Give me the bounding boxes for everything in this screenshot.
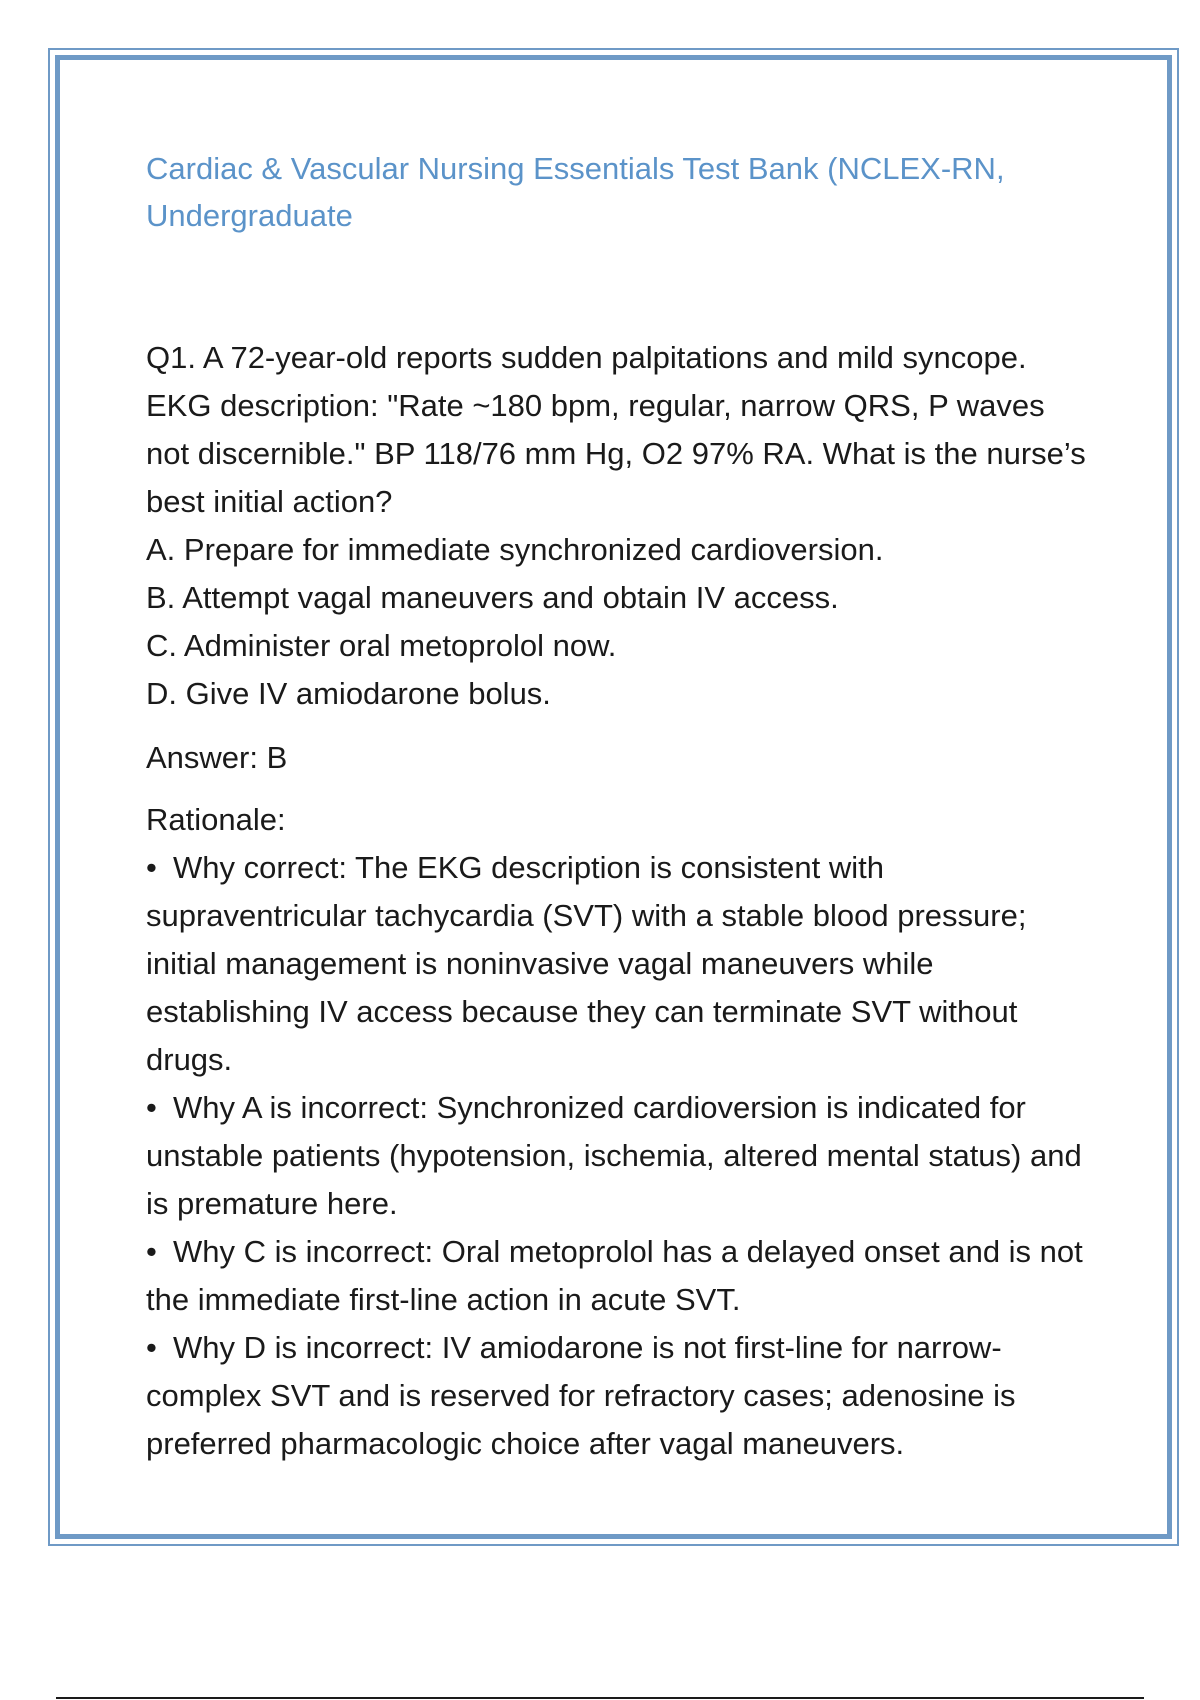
- rationale-d-text: Why D is incorrect: IV amiodarone is not first-line for narrow-complex SVT and is reserved for refractory cases; adenosine is preferred pharmacologic choice after vagal maneuvers.: [146, 1330, 1016, 1461]
- bullet-icon: •: [146, 1330, 157, 1365]
- rationale-correct: [146, 844, 1091, 1084]
- option-d: D. Give IV amiodarone bolus.: [146, 676, 551, 711]
- rationale-a-text: Why A is incorrect: Synchronized cardioversion is indicated for unstable patients (hypotension, ischemia, altered mental status) and is premature here.: [146, 1090, 1082, 1221]
- bullet-icon: •: [146, 1090, 157, 1125]
- option-a: A. Prepare for immediate synchronized cardioversion.: [146, 532, 884, 567]
- option-b: B. Attempt vagal maneuvers and obtain IV access.: [146, 580, 839, 615]
- rationale-list: [146, 844, 1091, 1468]
- rationale-correct-text: Why correct: The EKG description is consistent with supraventricular tachycardia (SVT) with a stable blood pressure; initial management is noninvasive vagal maneuvers while establishing IV access because they can terminate SVT without drugs.: [146, 850, 1027, 1077]
- option-c: C. Administer oral metoprolol now.: [146, 628, 617, 663]
- answer-options: [146, 526, 1091, 718]
- rationale-heading: Rationale:: [146, 802, 286, 837]
- rationale-c-text: Why C is incorrect: Oral metoprolol has a delayed onset and is not the immediate first-line action in acute SVT.: [146, 1234, 1083, 1317]
- footer-divider: [56, 1697, 1144, 1699]
- document-content: [146, 145, 1091, 1468]
- bullet-icon: •: [146, 850, 157, 885]
- rationale-c: [146, 1228, 1091, 1324]
- question-text: Q1. A 72-year-old reports sudden palpitations and mild syncope. EKG description: "Rate ~180 bpm, regular, narrow QRS, P waves not discernible." BP 118/76 mm Hg, O2 97% RA. What is the nurse’s best initial action?: [146, 340, 1086, 519]
- document-title: Cardiac & Vascular Nursing Essentials Test Bank (NCLEX-RN, Undergraduate: [146, 151, 1005, 233]
- rationale-d: [146, 1324, 1091, 1468]
- answer-key: Answer: B: [146, 740, 288, 775]
- bullet-icon: •: [146, 1234, 157, 1269]
- rationale-a: [146, 1084, 1091, 1228]
